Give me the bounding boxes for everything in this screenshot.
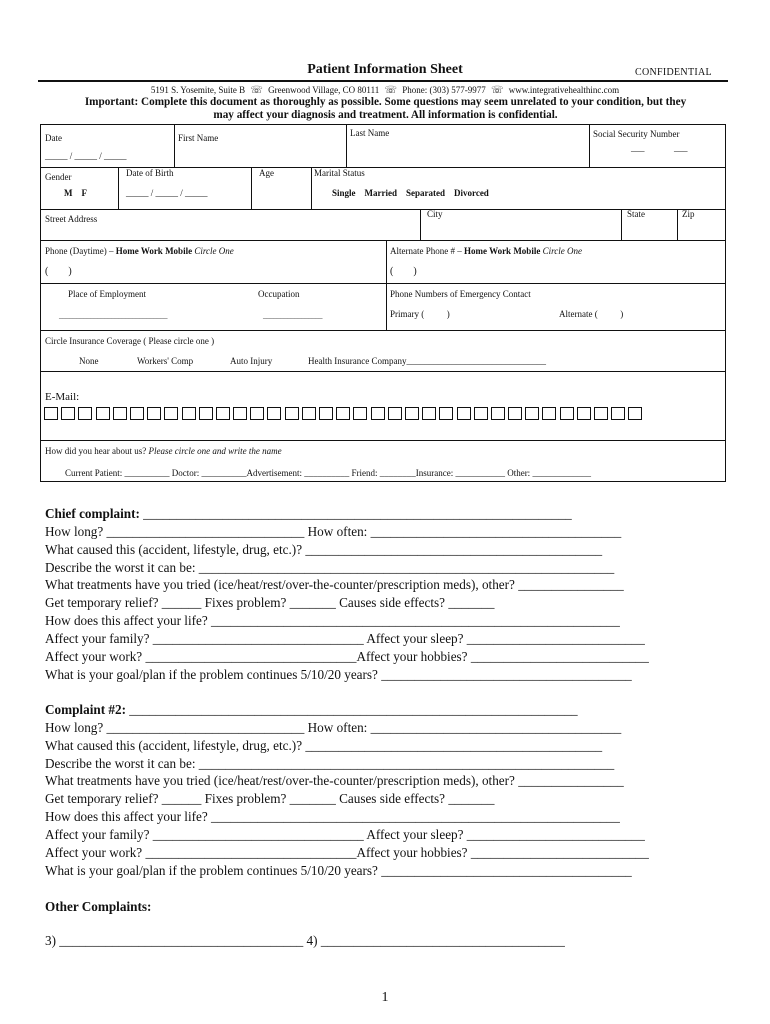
email-char-box[interactable] [113,407,127,420]
emergency-alternate-field[interactable]: Alternate ( ) [559,309,624,319]
last-name-field[interactable]: Last Name [350,128,390,138]
family-sleep-field[interactable]: Affect your family? ________________________________ Affect your sleep? ___________________________ [45,827,645,842]
document-title: Patient Information Sheet [307,62,463,77]
confidential-label: CONFIDENTIAL [635,67,712,78]
zip-field[interactable]: Zip [682,209,695,219]
email-char-box[interactable] [147,407,161,420]
email-char-box[interactable] [199,407,213,420]
email-char-box[interactable] [525,407,539,420]
circle-one-hint: Circle One [542,246,582,256]
patient-info-form [40,124,726,482]
form-row-divider [41,440,725,441]
chief-complaint-heading: Chief complaint: [45,506,140,521]
important-line-2: may affect your diagnosis and treatment. All information is confidential. [213,109,558,121]
email-char-box[interactable] [474,407,488,420]
how-long-often-field[interactable]: How long? ______________________________ How often: ______________________________________ [45,720,622,735]
email-char-box[interactable] [61,407,75,420]
form-col-divider [386,283,387,330]
alternate-phone-text: Alternate Phone # – [390,246,462,256]
form-col-divider [589,125,590,167]
form-col-divider [677,209,678,240]
email-char-box[interactable] [285,407,299,420]
email-char-box[interactable] [439,407,453,420]
email-char-box[interactable] [336,407,350,420]
email-char-box[interactable] [405,407,419,420]
email-char-box[interactable] [611,407,625,420]
page-number: 1 [381,990,389,1005]
email-char-box[interactable] [250,407,264,420]
referral-options[interactable]: Current Patient: __________ Doctor: __________Advertisement: __________ Friend: ________Insurance: ___________ Other: _____________ [65,468,591,478]
occupation-label: Occupation [258,289,300,299]
street-address-field[interactable]: Street Address [45,214,98,224]
email-char-box[interactable] [130,407,144,420]
alternate-phone-type-options[interactable]: Home Work Mobile [463,246,541,256]
emergency-contact-label: Phone Numbers of Emergency Contact [390,289,531,299]
ssn-field[interactable]: Social Security Number [593,129,680,139]
important-line-1: Important: Complete this document as thoroughly as possible. Some questions may seem unrelated to your condition, but they [84,96,687,108]
email-char-box[interactable] [182,407,196,420]
emergency-primary-field[interactable]: Primary ( ) [390,309,450,319]
relief-field[interactable]: Get temporary relief? ______ Fixes problem? _______ Causes side effects? _______ [45,595,495,610]
clinic-village: Greenwood Village, CO 80111 [268,85,380,95]
email-char-box[interactable] [508,407,522,420]
form-row-divider [41,330,725,331]
email-char-box[interactable] [44,407,58,420]
relief-field[interactable]: Get temporary relief? ______ Fixes problem? _______ Causes side effects? _______ [45,791,495,806]
goal-field[interactable]: What is your goal/plan if the problem continues 5/10/20 years? ______________________________________ [45,667,632,682]
header-rule [38,80,728,82]
dob-field[interactable]: _____ / _____ / _____ [126,188,208,198]
email-char-box[interactable] [594,407,608,420]
form-col-divider [118,167,119,209]
complaint-2-heading: Complaint #2: [45,702,126,717]
occupation-field[interactable]: _________________ [263,312,323,320]
email-char-box[interactable] [302,407,316,420]
circle-one-hint: Circle One [194,246,234,256]
email-char-box[interactable] [560,407,574,420]
phone-ornament-icon: ☏ [491,85,504,96]
form-col-divider [420,209,421,240]
email-char-box[interactable] [216,407,230,420]
date-field[interactable]: _____ / _____ / _____ [45,151,127,161]
important-notice [38,96,733,122]
clinic-address: 5191 S. Yosemite, Suite B [150,85,246,95]
email-char-box[interactable] [422,407,436,420]
work-hobbies-field[interactable]: Affect your work? ________________________________Affect your hobbies? ___________________________ [45,845,649,860]
email-char-box[interactable] [577,407,591,420]
treatments-field[interactable]: What treatments have you tried (ice/heat/rest/over-the-counter/prescription meds), other? ________________ [45,773,624,788]
daytime-phone-label [45,246,234,256]
form-col-divider [346,125,347,167]
form-col-divider [251,167,252,209]
form-col-divider [386,240,387,283]
how-long-often-field[interactable]: How long? ______________________________ How often: ______________________________________ [45,524,622,539]
complaint-2-field[interactable] [45,702,578,718]
email-char-box[interactable] [319,407,333,420]
goal-field[interactable]: What is your goal/plan if the problem continues 5/10/20 years? ______________________________________ [45,863,632,878]
referral-label [45,446,282,456]
place-of-employment-label: Place of Employment [68,289,146,299]
clinic-contact-line [0,85,770,96]
form-col-divider [621,209,622,240]
email-char-box[interactable] [353,407,367,420]
insurance-option-health[interactable]: Health Insurance Company_______________________________ [308,356,546,366]
alternate-phone-field[interactable]: ( ) [390,266,417,277]
ssn-blank-1: ___ [631,143,645,153]
cause-field[interactable]: What caused this (accident, lifestyle, drug, etc.)? _____________________________________________ [45,542,603,557]
first-name-field[interactable]: First Name [178,133,219,143]
form-row-divider [41,371,725,372]
referral-question: How did you hear about us? [45,446,147,456]
marital-status-options[interactable]: Single Married Separated Divorced [332,188,489,198]
form-col-divider [174,125,175,167]
other-complaints-heading [45,899,151,915]
chief-complaint-blank: _________________________________________________________________ [139,506,572,521]
email-char-box[interactable] [388,407,402,420]
phone-ornament-icon: ☏ [250,85,263,96]
daytime-phone-type-options[interactable]: Home Work Mobile [115,246,193,256]
worst-field[interactable]: Describe the worst it can be: _______________________________________________________________ [45,756,615,771]
form-row-divider [41,283,725,284]
email-char-box[interactable] [164,407,178,420]
dob-label: Date of Birth [126,168,174,178]
email-char-box[interactable] [371,407,385,420]
age-field[interactable]: Age [259,168,274,178]
worst-field[interactable]: Describe the worst it can be: _______________________________________________________________ [45,560,615,575]
form-row-divider [41,209,725,210]
alternate-phone-label [390,246,582,256]
email-char-box[interactable] [628,407,642,420]
email-label: E-Mail: [45,391,80,403]
clinic-phone: Phone: (303) 577-9977 [402,85,486,95]
email-char-box[interactable] [542,407,556,420]
life-impact-field[interactable]: How does this affect your life? ______________________________________________________________ [45,809,620,824]
email-char-box[interactable] [233,407,247,420]
life-impact-field[interactable]: How does this affect your life? ______________________________________________________________ [45,613,620,628]
clinic-website: www.integrativehealthinc.com [508,85,620,95]
email-char-box[interactable] [491,407,505,420]
state-field[interactable]: State [627,209,645,219]
other-complaints-field[interactable]: 3) _____________________________________ 4) _____________________________________ [45,933,565,948]
insurance-option-auto-injury[interactable]: Auto Injury [230,356,273,366]
marital-status-label: Marital Status [314,168,365,178]
cause-field[interactable]: What caused this (accident, lifestyle, drug, etc.)? _____________________________________________ [45,738,603,753]
phone-ornament-icon: ☏ [384,85,397,96]
referral-hint: Please circle one and write the name [148,446,282,456]
form-row-divider [41,240,725,241]
work-hobbies-field[interactable]: Affect your work? ________________________________Affect your hobbies? ___________________________ [45,649,649,664]
email-char-box[interactable] [267,407,281,420]
other-complaints-title: Other Complaints: [45,899,152,914]
ssn-blank-2: ___ [674,143,688,153]
email-char-box[interactable] [78,407,92,420]
gender-label: Gender [45,172,72,182]
email-char-box[interactable] [457,407,471,420]
daytime-phone-field[interactable]: ( ) [45,266,72,277]
daytime-phone-text: Phone (Daytime) – [45,246,114,256]
place-of-employment-field[interactable]: _______________________________ [59,312,168,320]
gender-options[interactable]: M F [64,188,87,198]
complaint-2-blank: ____________________________________________________________________ [125,702,578,717]
date-label: Date [45,133,62,143]
insurance-option-none[interactable]: None [79,356,99,366]
treatments-field[interactable]: What treatments have you tried (ice/heat/rest/over-the-counter/prescription meds), other? ________________ [45,577,624,592]
email-char-box[interactable] [96,407,110,420]
city-field[interactable]: City [427,209,443,219]
insurance-option-workers-comp[interactable]: Workers' Comp [137,356,194,366]
form-col-divider [311,167,312,209]
chief-complaint-field[interactable] [45,506,572,522]
email-character-boxes[interactable] [44,407,642,420]
family-sleep-field[interactable]: Affect your family? ________________________________ Affect your sleep? ___________________________ [45,631,645,646]
insurance-coverage-label: Circle Insurance Coverage ( Please circle one ) [45,336,215,346]
